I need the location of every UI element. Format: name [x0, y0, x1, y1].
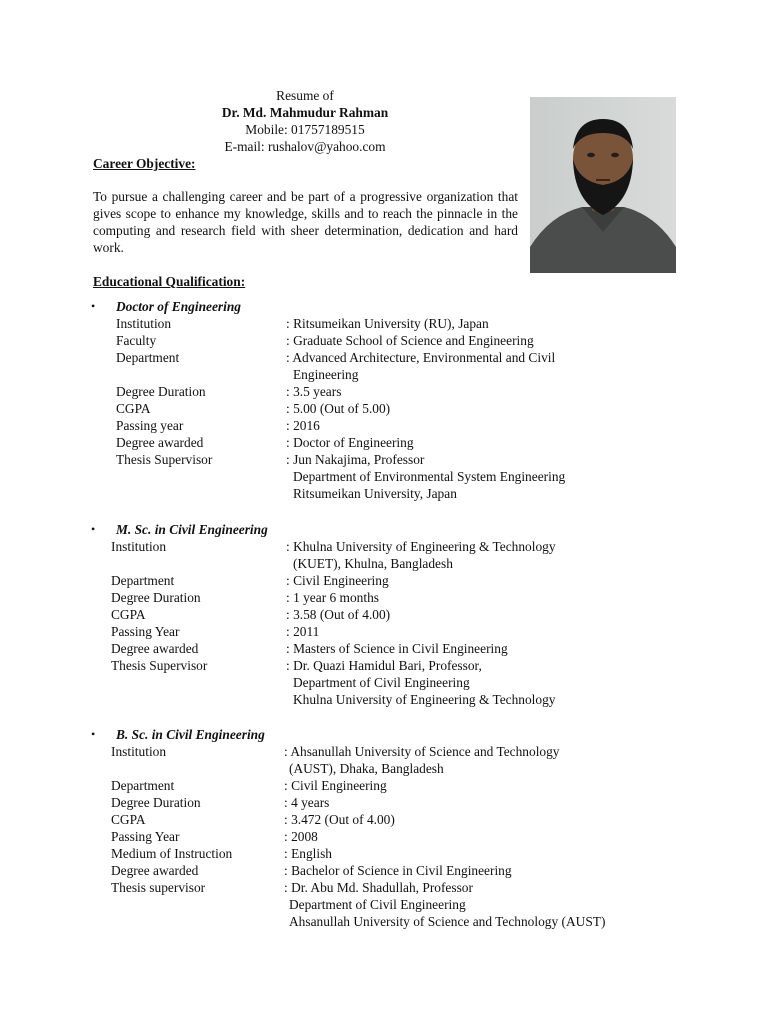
detail-value: (AUST), Dhaka, Bangladesh [289, 761, 444, 776]
detail-value: : 2011 [286, 624, 320, 639]
detail-value: : Advanced Architecture, Environmental and Civil [286, 350, 556, 365]
education-heading: Educational Qualification: [93, 274, 246, 289]
career-objective-text: To pursue a challenging career and be part of a progressive organization that gives scope to enhance my knowledge, skills and to reach the pinnacle in the computing and research field with sheer determination, dedication and hard work. [93, 189, 518, 255]
detail-value: : 3.58 (Out of 4.00) [286, 607, 391, 622]
bullet-icon: • [91, 299, 96, 313]
profile-photo-image [530, 97, 676, 273]
detail-value: : 3.5 years [286, 384, 342, 399]
detail-label: Department [111, 778, 175, 793]
detail-value: Ritsumeikan University, Japan [293, 486, 457, 501]
detail-value: : Bachelor of Science in Civil Engineering [284, 863, 512, 878]
detail-value: Engineering [293, 367, 359, 382]
detail-value: : Civil Engineering [284, 778, 387, 793]
resume-of-label: Resume of [276, 88, 334, 103]
detail-value: : Khulna University of Engineering & Technology [286, 539, 556, 554]
bullet-icon: • [91, 522, 96, 536]
bullet-icon: • [91, 727, 96, 741]
candidate-name: Dr. Md. Mahmudur Rahman [221, 105, 389, 120]
detail-label: Degree awarded [111, 863, 199, 878]
detail-label: Passing year [116, 418, 184, 433]
detail-value: : 2016 [286, 418, 320, 433]
career-objective-heading: Career Objective: [93, 156, 196, 171]
detail-value: Khulna University of Engineering & Technology [293, 692, 556, 707]
email-address: E-mail: rushalov@yahoo.com [224, 139, 386, 154]
detail-value: : Civil Engineering [286, 573, 389, 588]
detail-label: CGPA [111, 812, 146, 827]
detail-value: : Ahsanullah University of Science and Technology [284, 744, 560, 759]
detail-label: Institution [116, 316, 172, 331]
detail-value: : Masters of Science in Civil Engineering [286, 641, 508, 656]
detail-label: Passing Year [111, 624, 180, 639]
detail-label: CGPA [111, 607, 146, 622]
detail-label: Institution [111, 744, 167, 759]
detail-label: Passing Year [111, 829, 180, 844]
degree-title-bsc: B. Sc. in Civil Engineering [116, 727, 265, 742]
detail-value: : Dr. Quazi Hamidul Bari, Professor, [286, 658, 482, 673]
detail-value: Department of Civil Engineering [293, 675, 470, 690]
detail-value: : 5.00 (Out of 5.00) [286, 401, 391, 416]
detail-value: (KUET), Khulna, Bangladesh [293, 556, 453, 571]
detail-value: : 2008 [284, 829, 318, 844]
detail-label: Department [111, 573, 175, 588]
detail-value: Department of Environmental System Engineering [293, 469, 566, 484]
detail-label: CGPA [116, 401, 151, 416]
detail-label: Thesis Supervisor [116, 452, 213, 467]
detail-value: Ahsanullah University of Science and Technology (AUST) [289, 914, 606, 929]
degree-title-doctor: Doctor of Engineering [116, 299, 241, 314]
detail-label: Degree Duration [111, 795, 201, 810]
detail-label: Thesis supervisor [111, 880, 206, 895]
detail-value: : Graduate School of Science and Engineering [286, 333, 534, 348]
detail-label: Degree awarded [116, 435, 204, 450]
detail-label: Degree Duration [111, 590, 201, 605]
detail-label: Degree awarded [111, 641, 199, 656]
detail-label: Degree Duration [116, 384, 206, 399]
detail-label: Medium of Instruction [111, 846, 233, 861]
detail-value: : Dr. Abu Md. Shadullah, Professor [284, 880, 473, 895]
profile-photo [530, 97, 676, 273]
degree-title-msc: M. Sc. in Civil Engineering [116, 522, 268, 537]
detail-label: Department [116, 350, 180, 365]
detail-value: : 4 years [284, 795, 330, 810]
detail-value: : Jun Nakajima, Professor [286, 452, 425, 467]
detail-label: Institution [111, 539, 167, 554]
detail-value: : 1 year 6 months [286, 590, 379, 605]
detail-value: : 3.472 (Out of 4.00) [284, 812, 395, 827]
detail-label: Faculty [116, 333, 157, 348]
detail-value: : Doctor of Engineering [286, 435, 414, 450]
mobile-number: Mobile: 01757189515 [245, 122, 365, 137]
detail-value: Department of Civil Engineering [289, 897, 466, 912]
detail-label: Thesis Supervisor [111, 658, 208, 673]
detail-value: : Ritsumeikan University (RU), Japan [286, 316, 489, 331]
detail-value: : English [284, 846, 332, 861]
